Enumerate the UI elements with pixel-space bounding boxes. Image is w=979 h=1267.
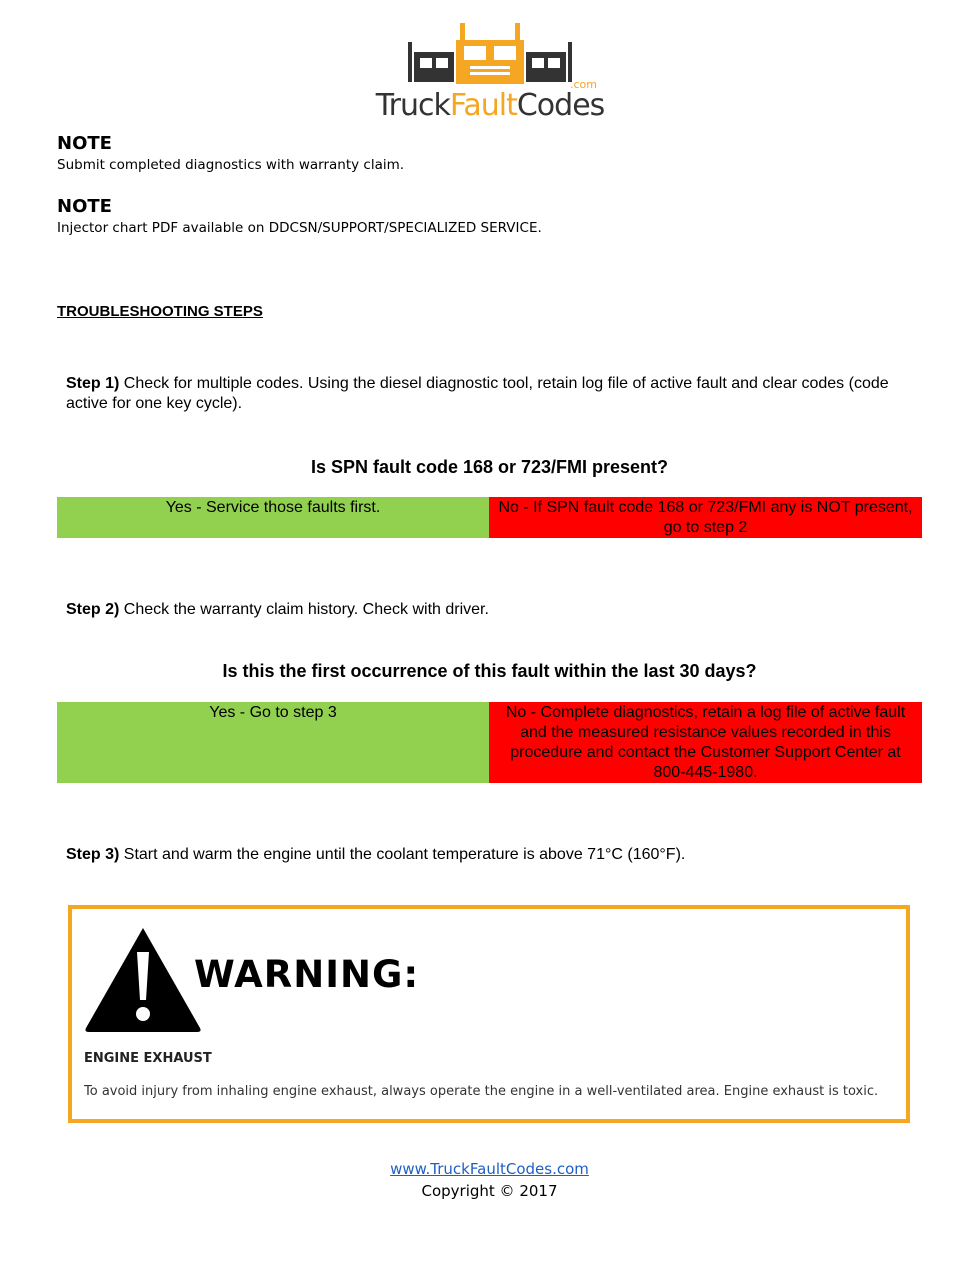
footer-copyright: Copyright © 2017 bbox=[421, 1182, 558, 1200]
note-text: Submit completed diagnostics with warranty claim. bbox=[57, 157, 405, 173]
note-title: NOTE bbox=[57, 133, 112, 154]
warning-triangle-icon bbox=[82, 924, 204, 1034]
site-logo bbox=[372, 18, 608, 130]
step-2 bbox=[66, 600, 896, 620]
warning-title: WARNING: bbox=[194, 953, 420, 996]
answer-no: No - If SPN fault code 168 or 723/FMI any is NOT present, go to step 2 bbox=[489, 497, 922, 538]
step-label: Step 2) bbox=[66, 601, 120, 618]
note-title: NOTE bbox=[57, 196, 112, 217]
step-label: Step 1) bbox=[66, 375, 120, 392]
answer-no: No - Complete diagnostics, retain a log file of active fault and the measured resistance values recorded in this procedure and contact the Customer Support Center at 800-445-1980. bbox=[489, 702, 922, 783]
warning-box bbox=[68, 905, 910, 1123]
step-text: Check for multiple codes. Using the diesel diagnostic tool, retain log file of active fault and clear codes (code active for one key cycle). bbox=[66, 375, 889, 412]
question-1: Is SPN fault code 168 or 723/FMI present? bbox=[310, 457, 669, 477]
question-2: Is this the first occurrence of this fault within the last 30 days? bbox=[222, 661, 757, 681]
answer-yes: Yes - Service those faults first. bbox=[57, 497, 489, 538]
logo-com: .com bbox=[570, 78, 597, 91]
warning-subtitle: ENGINE EXHAUST bbox=[84, 1051, 212, 1066]
troubleshooting-title: TROUBLESHOOTING STEPS bbox=[57, 303, 263, 320]
step-label: Step 3) bbox=[66, 846, 120, 863]
step-1 bbox=[66, 374, 896, 414]
step-3 bbox=[66, 845, 896, 865]
answer-row-1 bbox=[57, 497, 922, 538]
logo-text: TruckFaultCodes bbox=[375, 88, 605, 123]
note-text: Injector chart PDF available on DDCSN/SUPPORT/SPECIALIZED SERVICE. bbox=[57, 220, 542, 236]
answer-yes: Yes - Go to step 3 bbox=[57, 702, 489, 783]
step-text: Start and warm the engine until the coolant temperature is above 71°C (160°F). bbox=[119, 846, 686, 863]
step-text: Check the warranty claim history. Check with driver. bbox=[119, 601, 489, 618]
warning-text: To avoid injury from inhaling engine exhaust, always operate the engine in a well-ventilated area. Engine exhaust is toxic. bbox=[84, 1084, 879, 1099]
footer-link[interactable]: www.TruckFaultCodes.com bbox=[390, 1160, 589, 1178]
answer-row-2 bbox=[57, 702, 922, 783]
